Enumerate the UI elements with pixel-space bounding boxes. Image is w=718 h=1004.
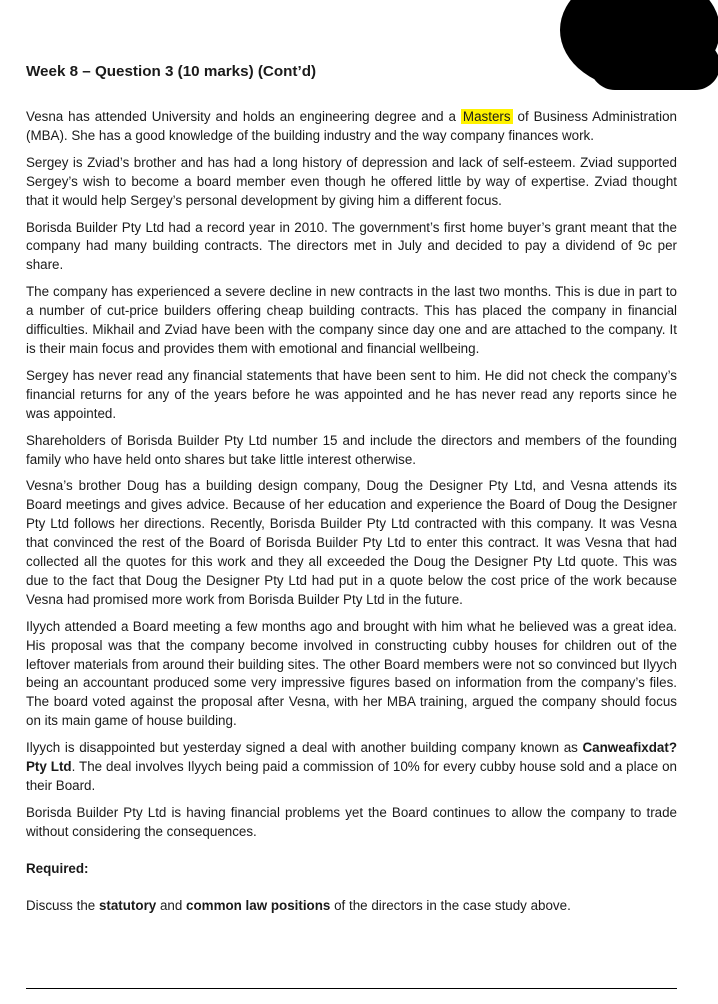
- p1-text-before: Vesna has attended University and holds an engineering degree and a: [26, 109, 461, 124]
- paragraph-decline: The company has experienced a severe decline in new contracts in the last two months. This is due in part to a number of cut-price builders offering cheap building contracts. This has placed the company in financial difficulties. Mikhail and Zviad have been with the company since day one and are attached to the company. It is their main focus and provides them with emotional and financial wellbeing.: [26, 284, 677, 356]
- p1-text-after: of Business Administration (MBA). She has a good knowledge of the building industry and the way company finances work.: [26, 109, 678, 143]
- paragraph-financial-problems: Borisda Builder Pty Ltd is having financial problems yet the Board continues to allow the company to trade without considering the consequences.: [26, 804, 677, 839]
- question-part2: and: [156, 897, 187, 913]
- paragraph-record-year: Borisda Builder Pty Ltd had a record year in 2010. The government’s first home buyer’s grant meant that the company had many building contracts. The directors met in July and decided to pay a dividend of 9c per share.: [26, 219, 677, 273]
- paragraph-sergey-statements: Sergey has never read any financial statements that have been sent to him. He did not check the company’s financial returns for any of the years before he was appointed and he has never read any reports since he was appointed.: [26, 367, 677, 421]
- paragraph-vesna: [26, 108, 677, 146]
- paragraph-ilyych-proposal: Ilyych attended a Board meeting a few months ago and brought with him what he believed was a great idea. His proposal was that the company become involved in constructing cubby houses for children out of the leftover materials from around their building sites. The other Board members were not so convinced but Ilyych being an accountant produced some very impressive figures based on information from the company’s files. The board voted against the proposal after Vesna, with her MBA training, argued the company should focus on its main game of house building.: [26, 618, 677, 729]
- question-bold-statutory: statutory: [98, 897, 157, 913]
- paragraph-shareholders: Shareholders of Borisda Builder Pty Ltd number 15 and include the directors and members of the founding family who have held onto shares but take little interest otherwise.: [26, 432, 677, 467]
- bottom-divider: [26, 988, 677, 989]
- p9-text-after: . The deal involves Ilyych being paid a commission of 10% for every cubby house sold and a place on their Board.: [26, 759, 677, 793]
- highlighted-word: Masters: [462, 109, 511, 124]
- page-heading: Week 8 – Question 3 (10 marks) (Cont’d): [26, 63, 317, 80]
- required-label: Required:: [26, 860, 89, 876]
- document-body: [26, 62, 677, 924]
- paragraph-doug: Vesna’s brother Doug has a building design company, Doug the Designer Pty Ltd, and Vesna attends its Board meetings and gives advice. Because of her education and experience the Board of Doug the Designer Pty Ltd follows her directions. Recently, Borisda Builder Pty Ltd contracted with this company. It was Vesna that convinced the rest of the Board of Borisda Builder Pty Ltd to enter this contract. It was Vesna that had collected all the quotes for this work and they all exceeded the Doug the Designer Pty Ltd quote. This was due to the fact that Doug the Designer Pty Ltd had put in a quote below the cost price of the work because Vesna had promised more work from Borisda Builder Pty Ltd in the future.: [26, 478, 677, 607]
- question-text: [26, 897, 677, 916]
- company-name-bold: Canweafixdat? Pty Ltd: [26, 740, 677, 775]
- p9-text-before: Ilyych is disappointed but yesterday signed a deal with another building company known as: [26, 740, 583, 756]
- question-part3: of the directors in the case study above.: [330, 897, 571, 913]
- question-part1: Discuss the: [26, 897, 99, 913]
- paragraph-sergey: Sergey is Zviad’s brother and has had a long history of depression and lack of self-esteem. Zviad supported Sergey’s wish to become a board member even though he offered little by way of expertise. Zviad thought that it would help Sergey’s personal development by giving him a different focus.: [26, 154, 677, 208]
- paragraph-ilyych-deal: [26, 739, 677, 796]
- question-bold-common-law: common law positions: [186, 897, 331, 913]
